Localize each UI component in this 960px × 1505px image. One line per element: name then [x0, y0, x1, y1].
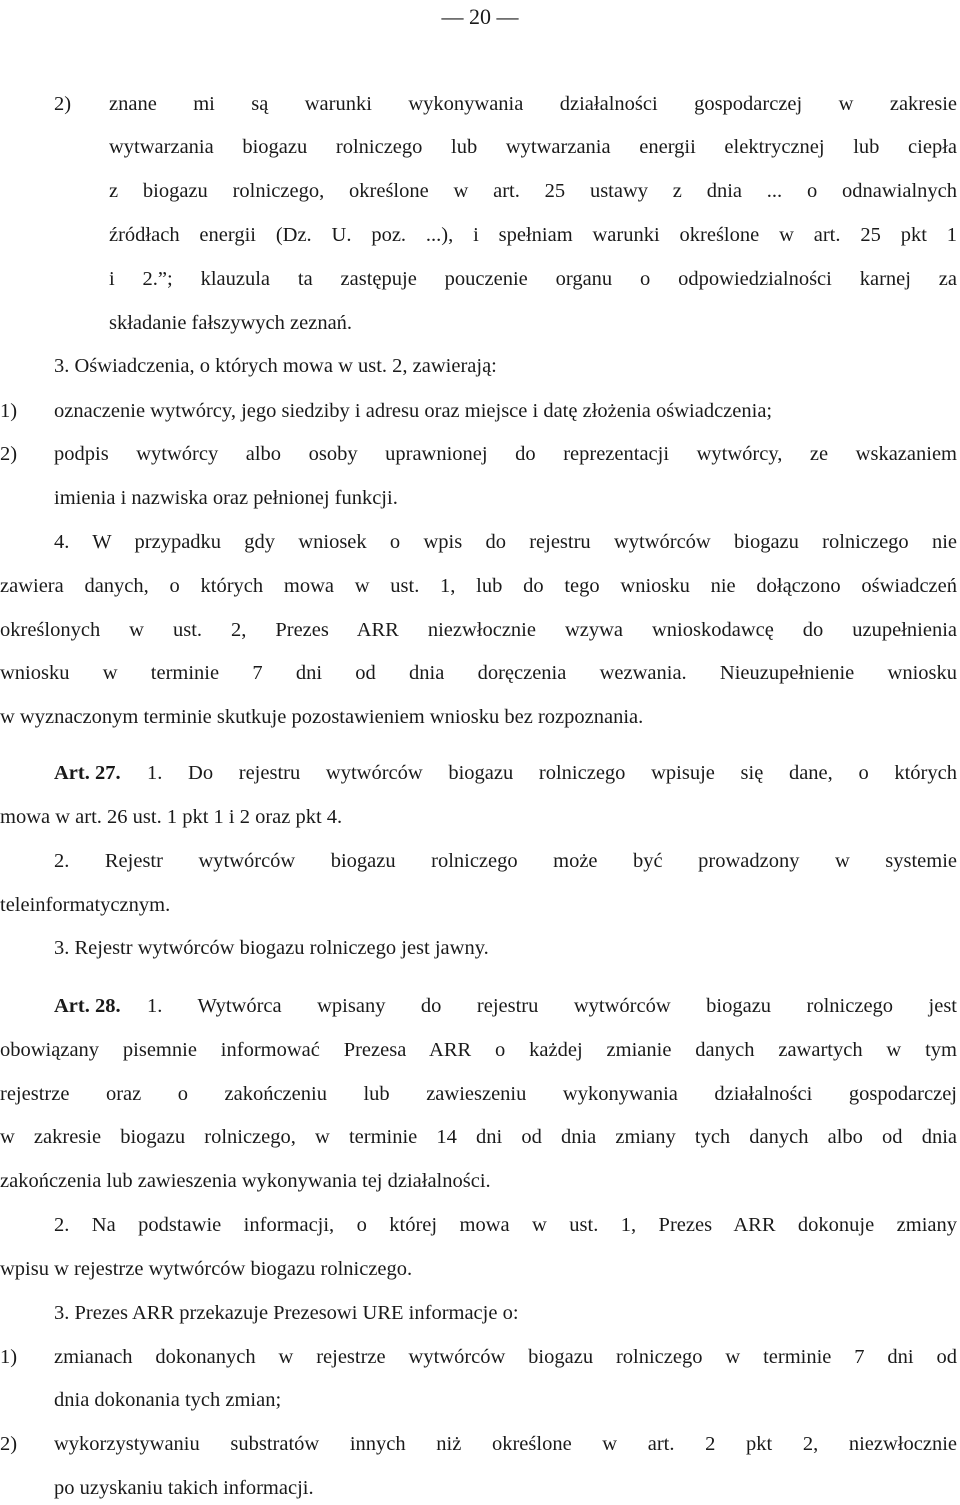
text-line: podpis wytwórcy albo osoby uprawnionej do reprezentacji wytwórcy, ze wskazaniem	[54, 443, 957, 465]
paragraph-start: 3. Rejestr wytwórców biogazu rolniczego jest jawny.	[54, 937, 489, 959]
text-line: wniosku w terminie 7 dni od dnia doręczenia wezwania. Nieuzupełnienie wniosku	[0, 662, 957, 684]
text-line: składanie fałszywych zeznań.	[109, 312, 353, 334]
list-marker: 2)	[0, 1433, 18, 1455]
text-line: wykorzystywaniu substratów innych niż określone w art. 2 pkt 2, niezwłocznie	[54, 1433, 957, 1455]
list-marker: 1)	[0, 400, 18, 422]
list-marker: 2)	[54, 93, 72, 115]
text-line: teleinformatycznym.	[0, 894, 171, 916]
text-line: źródłach energii (Dz. U. poz. ...), i spełniam warunki określone w art. 25 pkt 1	[109, 224, 957, 246]
text-line: zawiera danych, o których mowa w ust. 1, lub do tego wniosku nie dołączono oświadczeń	[0, 575, 957, 597]
list-marker: 1)	[0, 1346, 18, 1368]
article-heading: Art. 28.	[54, 995, 121, 1017]
text-line: po uzyskaniu takich informacji.	[54, 1477, 314, 1499]
text-line: wytwarzania biogazu rolniczego lub wytwarzania energii elektrycznej lub ciepła	[109, 136, 957, 158]
list-marker: 2)	[0, 443, 18, 465]
article-heading: Art. 27.	[54, 762, 121, 784]
paragraph-start: 3. Oświadczenia, o których mowa w ust. 2, zawierają:	[54, 355, 497, 377]
text-line: zmianach dokonanych w rejestrze wytwórców biogazu rolniczego w terminie 7 dni od	[54, 1346, 957, 1368]
text-line: zakończenia lub zawieszenia wykonywania tej działalności.	[0, 1170, 491, 1192]
paragraph-start: 2. Rejestr wytwórców biogazu rolniczego może być prowadzony w systemie	[54, 850, 957, 872]
text-line: określonych w ust. 2, Prezes ARR niezwłocznie wzywa wnioskodawcę do uzupełnienia	[0, 619, 957, 641]
text-line: i 2.”; klauzula ta zastępuje pouczenie organu o odpowiedzialności karnej za	[109, 268, 957, 290]
text-line: 1. Do rejestru wytwórców biogazu rolniczego wpisuje się dane, o których	[147, 762, 957, 784]
page-number: — 20 —	[441, 4, 519, 29]
text-line: dnia dokonania tych zmian;	[54, 1389, 282, 1411]
text-line: 1. Wytwórca wpisany do rejestru wytwórców biogazu rolniczego jest	[147, 995, 957, 1017]
text-line: mowa w art. 26 ust. 1 pkt 1 i 2 oraz pkt 4.	[0, 806, 343, 828]
text-line: rejestrze oraz o zakończeniu lub zawieszeniu wykonywania działalności gospodarczej	[0, 1083, 957, 1105]
text-line: wpisu w rejestrze wytwórców biogazu rolniczego.	[0, 1258, 413, 1280]
paragraph-start: 2. Na podstawie informacji, o której mowa w ust. 1, Prezes ARR dokonuje zmiany	[54, 1214, 957, 1236]
text-line: z biogazu rolniczego, określone w art. 25 ustawy z dnia ... o odnawialnych	[109, 180, 957, 202]
text-line: oznaczenie wytwórcy, jego siedziby i adresu oraz miejsce i datę złożenia oświadczenia;	[54, 400, 773, 422]
text-line: w zakresie biogazu rolniczego, w terminie 14 dni od dnia zmiany tych danych albo od dnia	[0, 1126, 957, 1148]
paragraph-start: 4. W przypadku gdy wniosek o wpis do rejestru wytwórców biogazu rolniczego nie	[54, 531, 957, 553]
text-line: w wyznaczonym terminie skutkuje pozostawieniem wniosku bez rozpoznania.	[0, 706, 644, 728]
text-line: obowiązany pisemnie informować Prezesa ARR o każdej zmianie danych zawartych w tym	[0, 1039, 957, 1061]
text-line: znane mi są warunki wykonywania działalności gospodarczej w zakresie	[109, 93, 957, 115]
paragraph-start: 3. Prezes ARR przekazuje Prezesowi URE informacje o:	[54, 1302, 519, 1324]
text-line: imienia i nazwiska oraz pełnionej funkcji.	[54, 487, 398, 509]
